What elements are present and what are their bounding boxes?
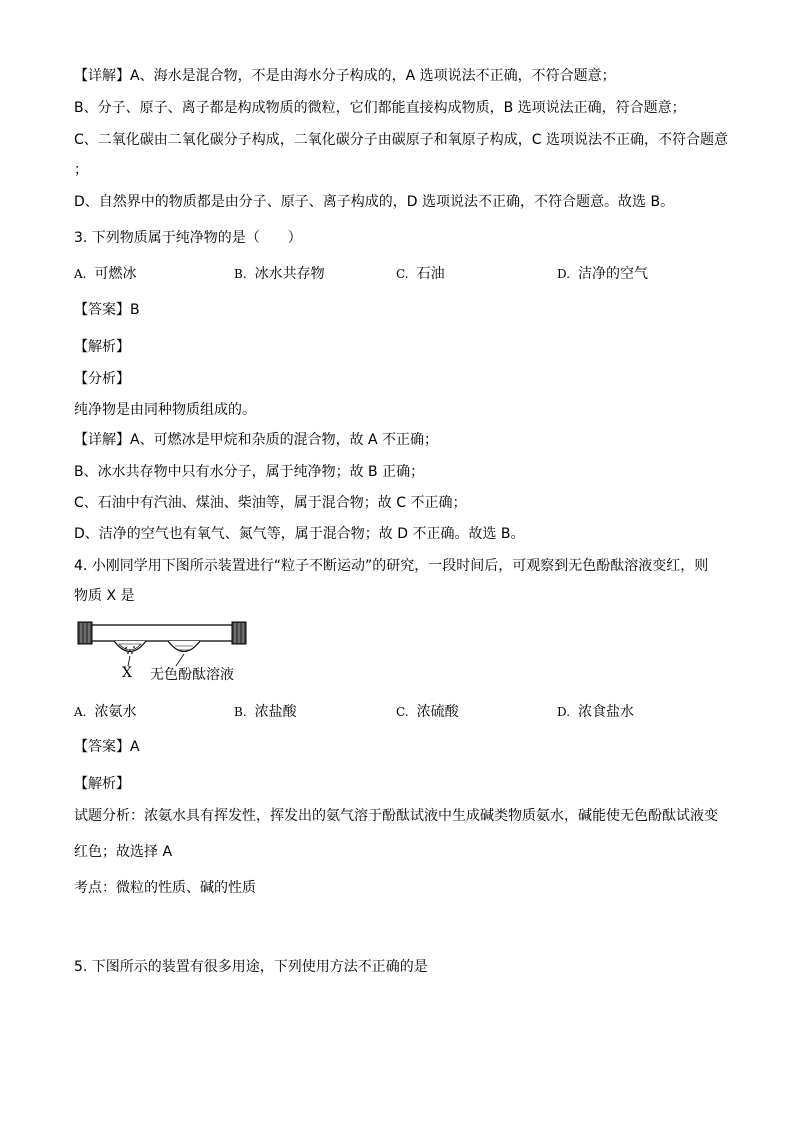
q3-option-b bbox=[234, 264, 325, 284]
figure-label-x: X bbox=[122, 665, 132, 681]
option-text: 浓食盐水 bbox=[578, 704, 635, 720]
q3-detail-d: D、洁净的空气也有氧气、氮气等，属于混合物；故 D 不正确。故选 B。 bbox=[74, 526, 525, 542]
q3-stem: 3. 下列物质属于纯净物的是（ ） bbox=[74, 230, 302, 246]
q3-detail-c: C、石油中有汽油、煤油、柴油等，属于混合物；故 C 不正确； bbox=[74, 495, 467, 511]
q3-fenxi-text: 纯净物是由同种物质组成的。 bbox=[74, 402, 256, 418]
q4-option-d bbox=[557, 702, 634, 722]
q4-analysis-line2: 红色；故选择 A bbox=[74, 844, 173, 860]
q4-option-c bbox=[396, 702, 459, 722]
option-text: 浓氨水 bbox=[94, 704, 137, 720]
option-letter: D. bbox=[557, 267, 571, 281]
option-text: 石油 bbox=[416, 266, 445, 282]
q4-analysis-line1: 试题分析：浓氨水具有挥发性，挥发出的氨气溶于酚酞试液中生成碱类物质氨水，碱能使无色酚酞试液变 bbox=[74, 808, 718, 824]
q3-fenxi-heading: 【分析】 bbox=[74, 371, 130, 387]
q5-stem: 5. 下图所示的装置有很多用途，下列使用方法不正确的是 bbox=[74, 959, 428, 975]
q2-detail-d: D、自然界中的物质都是由分子、原子、离子构成的，D 选项说法不正确，不符合题意。故选 B。 bbox=[74, 194, 675, 210]
q3-answer: 【答案】B bbox=[74, 302, 140, 318]
option-text: 冰水共存物 bbox=[254, 266, 325, 282]
q4-kaodian: 考点：微粒的性质、碱的性质 bbox=[74, 880, 256, 896]
q2-detail-a: 【详解】A、海水是混合物，不是由海水分子构成的，A 选项说法不正确，不符合题意； bbox=[74, 68, 616, 84]
q4-option-a bbox=[74, 702, 136, 722]
q4-stem-line2: 物质 X 是 bbox=[74, 588, 135, 604]
q2-detail-c-cont: ； bbox=[74, 162, 88, 178]
q4-answer: 【答案】A bbox=[74, 739, 140, 755]
option-letter: B. bbox=[234, 705, 247, 719]
option-letter: B. bbox=[234, 267, 247, 281]
q3-detail-a: 【详解】A、可燃冰是甲烷和杂质的混合物，故 A 不正确； bbox=[74, 432, 439, 448]
option-letter: C. bbox=[396, 267, 409, 281]
option-letter: C. bbox=[396, 705, 409, 719]
figure-label-solution: 无色酚酞溶液 bbox=[150, 667, 234, 683]
q3-analysis-heading: 【解析】 bbox=[74, 339, 130, 355]
q4-option-b bbox=[234, 702, 297, 722]
q3-option-a bbox=[74, 264, 136, 284]
option-letter: A. bbox=[74, 705, 87, 719]
option-letter: A. bbox=[74, 267, 87, 281]
q3-detail-b: B、冰水共存物中只有水分子，属于纯净物；故 B 正确； bbox=[74, 464, 425, 480]
option-text: 浓硫酸 bbox=[416, 704, 459, 720]
option-text: 浓盐酸 bbox=[254, 704, 297, 720]
q4-analysis-heading: 【解析】 bbox=[74, 776, 130, 792]
q3-option-c bbox=[396, 264, 445, 284]
q4-stem-line1: 4. 小刚同学用下图所示装置进行“粒子不断运动”的研究，一段时间后，可观察到无色酚酞溶液变红，则 bbox=[74, 558, 709, 574]
q3-option-d bbox=[557, 264, 648, 284]
option-text: 可燃冰 bbox=[94, 266, 137, 282]
option-text: 洁净的空气 bbox=[578, 266, 649, 282]
q2-detail-b: B、分子、原子、离子都是构成物质的微粒，它们都能直接构成物质，B 选项说法正确，符合题意； bbox=[74, 100, 686, 116]
option-letter: D. bbox=[557, 705, 571, 719]
q2-detail-c: C、二氧化碳由二氧化碳分子构成，二氧化碳分子由碳原子和氧原子构成，C 选项说法不正确，不符合题意 bbox=[74, 132, 728, 148]
